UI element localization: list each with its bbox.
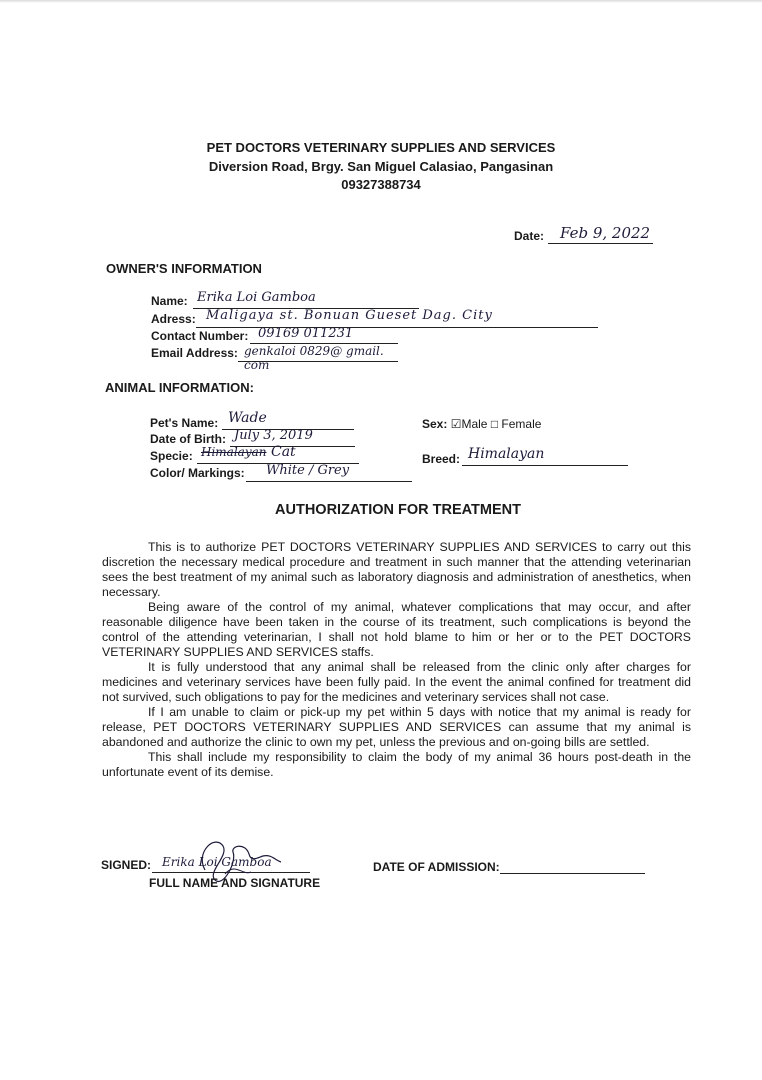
owner-name-value: Erika Loi Gamboa	[197, 290, 316, 305]
specie-label: Specie:	[150, 449, 193, 463]
sex-female-label: Female	[501, 417, 542, 431]
authorization-paragraph: Being aware of the control of my animal, whatever complications that may occur, and after reasonable diligence have been taken in the course of its treatment, such complications is beyond the control of the attending veterinarian, I shall not hold blame to him or her or to the PET DOCTORS VETERINARY SUPPLIES AND SERVICES staffs.	[102, 600, 691, 659]
date-value: Feb 9, 2022	[560, 224, 651, 242]
authorization-paragraph: If I am unable to claim or pick-up my pet within 5 days with notice that my animal is ready for release, PET DOCTORS VETERINARY SUPPLIES AND SERVICES can assume that my animal is abandoned and authorize the clinic to own my pet, unless the previous and on-going bills are settled.	[102, 705, 691, 749]
scan-top-edge	[0, 0, 762, 3]
owner-contact-value: 09169 011231	[258, 326, 354, 341]
dob-value: July 3, 2019	[234, 428, 313, 443]
owner-section-title: OWNER'S INFORMATION	[106, 261, 262, 276]
specie-value: Cat	[271, 444, 296, 460]
authorization-title: AUTHORIZATION FOR TREATMENT	[275, 502, 521, 518]
authorization-paragraph: This is to authorize PET DOCTORS VETERINARY SUPPLIES AND SERVICES to carry out this discretion the necessary medical procedure and treatment in such manner that the attending veterinarian sees the best treatment of my animal such as laboratory diagnosis and administration of anesthetics, when necessary.	[102, 540, 691, 599]
owner-email-field	[238, 344, 398, 372]
owner-contact-field	[250, 328, 398, 344]
signed-label: SIGNED:	[101, 858, 152, 872]
date-field	[548, 226, 653, 244]
owner-name-label: Name:	[151, 294, 188, 308]
breed-field	[462, 446, 628, 466]
dob-label: Date of Birth:	[150, 432, 226, 446]
owner-contact-label: Contact Number:	[151, 329, 249, 343]
clinic-phone: 09327388734	[341, 177, 421, 192]
owner-address-field	[196, 308, 598, 328]
admission-label: DATE OF ADMISSION:	[373, 860, 500, 874]
sex-male-checkbox[interactable]: ☑	[450, 417, 462, 431]
sex-female-checkbox[interactable]: □	[490, 417, 499, 431]
specie-struck-value: Himalayan	[201, 445, 267, 459]
date-label: Date:	[514, 229, 545, 243]
clinic-name: PET DOCTORS VETERINARY SUPPLIES AND SERVICES	[206, 140, 556, 155]
pet-name-value: Wade	[228, 410, 267, 426]
breed-value: Himalayan	[468, 446, 545, 462]
pet-name-label: Pet's Name:	[150, 416, 219, 430]
color-value: White / Grey	[266, 463, 350, 478]
specie-field	[197, 444, 359, 464]
color-field	[246, 465, 412, 482]
sex-group	[422, 417, 541, 431]
signed-value: Erika Loi Gamboa	[162, 855, 272, 869]
signature-caption: FULL NAME AND SIGNATURE	[149, 876, 321, 890]
animal-section-title: ANIMAL INFORMATION:	[105, 380, 254, 395]
authorization-paragraph: It is fully understood that any animal shall be released from the clinic only after charges for medicines and veterinary services have been fully paid. In the event the animal confined for treatment did not survived, such obligations to pay for the medicines and veterinary services shall not case.	[102, 660, 691, 704]
owner-address-value: Maligaya st. Bonuan Gueset Dag. City	[206, 308, 493, 323]
authorization-body	[102, 540, 691, 780]
clinic-address: Diversion Road, Brgy. San Miguel Calasiao, Pangasinan	[208, 159, 554, 174]
owner-name-field	[193, 290, 419, 309]
authorization-paragraph: This shall include my responsibility to claim the body of my animal 36 hours post-death in the unfortunate event of its demise.	[102, 750, 691, 779]
admission-field	[500, 858, 645, 874]
owner-email-label: Email Address:	[151, 346, 238, 360]
color-label: Color/ Markings:	[150, 466, 245, 480]
sex-male-label: Male	[461, 417, 488, 431]
owner-email-value: genkaloi 0829@ gmail. com	[244, 344, 384, 372]
owner-address-label: Adress:	[151, 312, 196, 326]
breed-label: Breed:	[422, 452, 461, 466]
sex-label: Sex:	[422, 417, 448, 431]
